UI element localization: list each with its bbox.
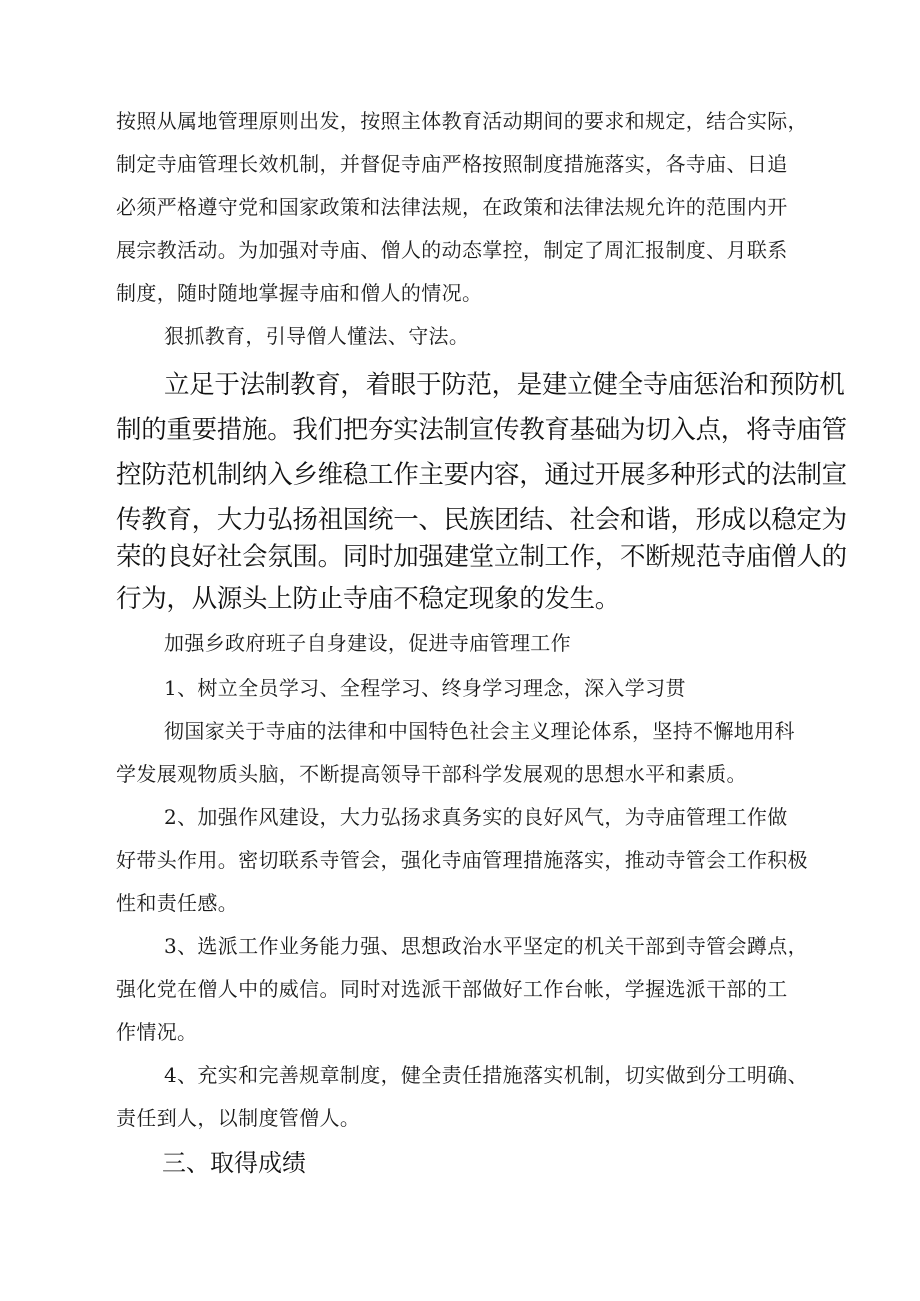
list-item-line: 3、选派工作业务能力强、思想政治水平坚定的机关干部到寺管会蹲点， [164, 934, 808, 958]
bold-paragraph-line: 制的重要措施。我们把夯实法制宣传教育基础为切入点，将寺庙管 [116, 415, 847, 445]
paragraph-line: 必须严格遵守党和国家政策和法律法规，在政策和法律法规允许的范围内开 [116, 195, 788, 219]
paragraph-line: 按照从属地管理原则出发，按照主体教育活动期间的要求和规定，结合实际， [116, 109, 808, 133]
bold-paragraph-line: 荣的良好社会氛围。同时加强建堂立制工作，不断规范寺庙僧人的 [116, 542, 847, 572]
bold-paragraph-line: 立足于法制教育，着眼于防范，是建立健全寺庙惩治和预防机 [164, 370, 845, 400]
paragraph-line: 制度，随时随地掌握寺庙和僧人的情况。 [116, 281, 483, 305]
section-heading: 三、取得成绩 [162, 1149, 306, 1177]
list-item-line: 作情况。 [116, 1020, 198, 1044]
list-item-line: 彻国家关于寺庙的法律和中国特色社会主义理论体系，坚持不懈地用科 [164, 719, 795, 743]
list-item-line: 学发展观物质头脑，不断提高领导干部科学发展观的思想水平和素质。 [116, 762, 747, 786]
list-item-line: 4、充实和完善规章制度，健全责任措施落实机制，切实做到分工明确、 [164, 1063, 808, 1087]
bold-paragraph-line: 传教育，大力弘扬祖国统一、民族团结、社会和谐，形成以稳定为 [116, 505, 847, 535]
list-item-line: 责任到人，以制度管僧人。 [116, 1106, 361, 1130]
paragraph-line: 制定寺庙管理长效机制，并督促寺庙严格按照制度措施落实，各寺庙、日追 [116, 152, 788, 176]
list-item-line: 2、加强作风建设，大力弘扬求真务实的良好风气，为寺庙管理工作做 [164, 805, 788, 829]
list-item-line: 好带头作用。密切联系寺管会，强化寺庙管理措施落实，推动寺管会工作积极 [116, 848, 808, 872]
bold-paragraph-line: 行为，从源头上防止寺庙不稳定现象的发生。 [116, 584, 621, 614]
paragraph-line: 展宗教活动。为加强对寺庙、僧人的动态掌控，制定了周汇报制度、月联系 [116, 238, 788, 262]
list-item-line: 性和责任感。 [116, 891, 239, 915]
subtitle: 狠抓教育，引导僧人懂法、守法。 [164, 324, 470, 348]
bold-paragraph-line: 控防范机制纳入乡维稳工作主要内容，通过开展多种形式的法制宣 [116, 460, 847, 490]
subtitle: 加强乡政府班子自身建设，促进寺庙管理工作 [164, 631, 571, 655]
list-item-line: 强化党在僧人中的威信。同时对选派干部做好工作台帐，学握选派干部的工 [116, 977, 788, 1001]
list-item-line: 1、树立全员学习、全程学习、终身学习理念，深入学习贯 [164, 676, 686, 700]
